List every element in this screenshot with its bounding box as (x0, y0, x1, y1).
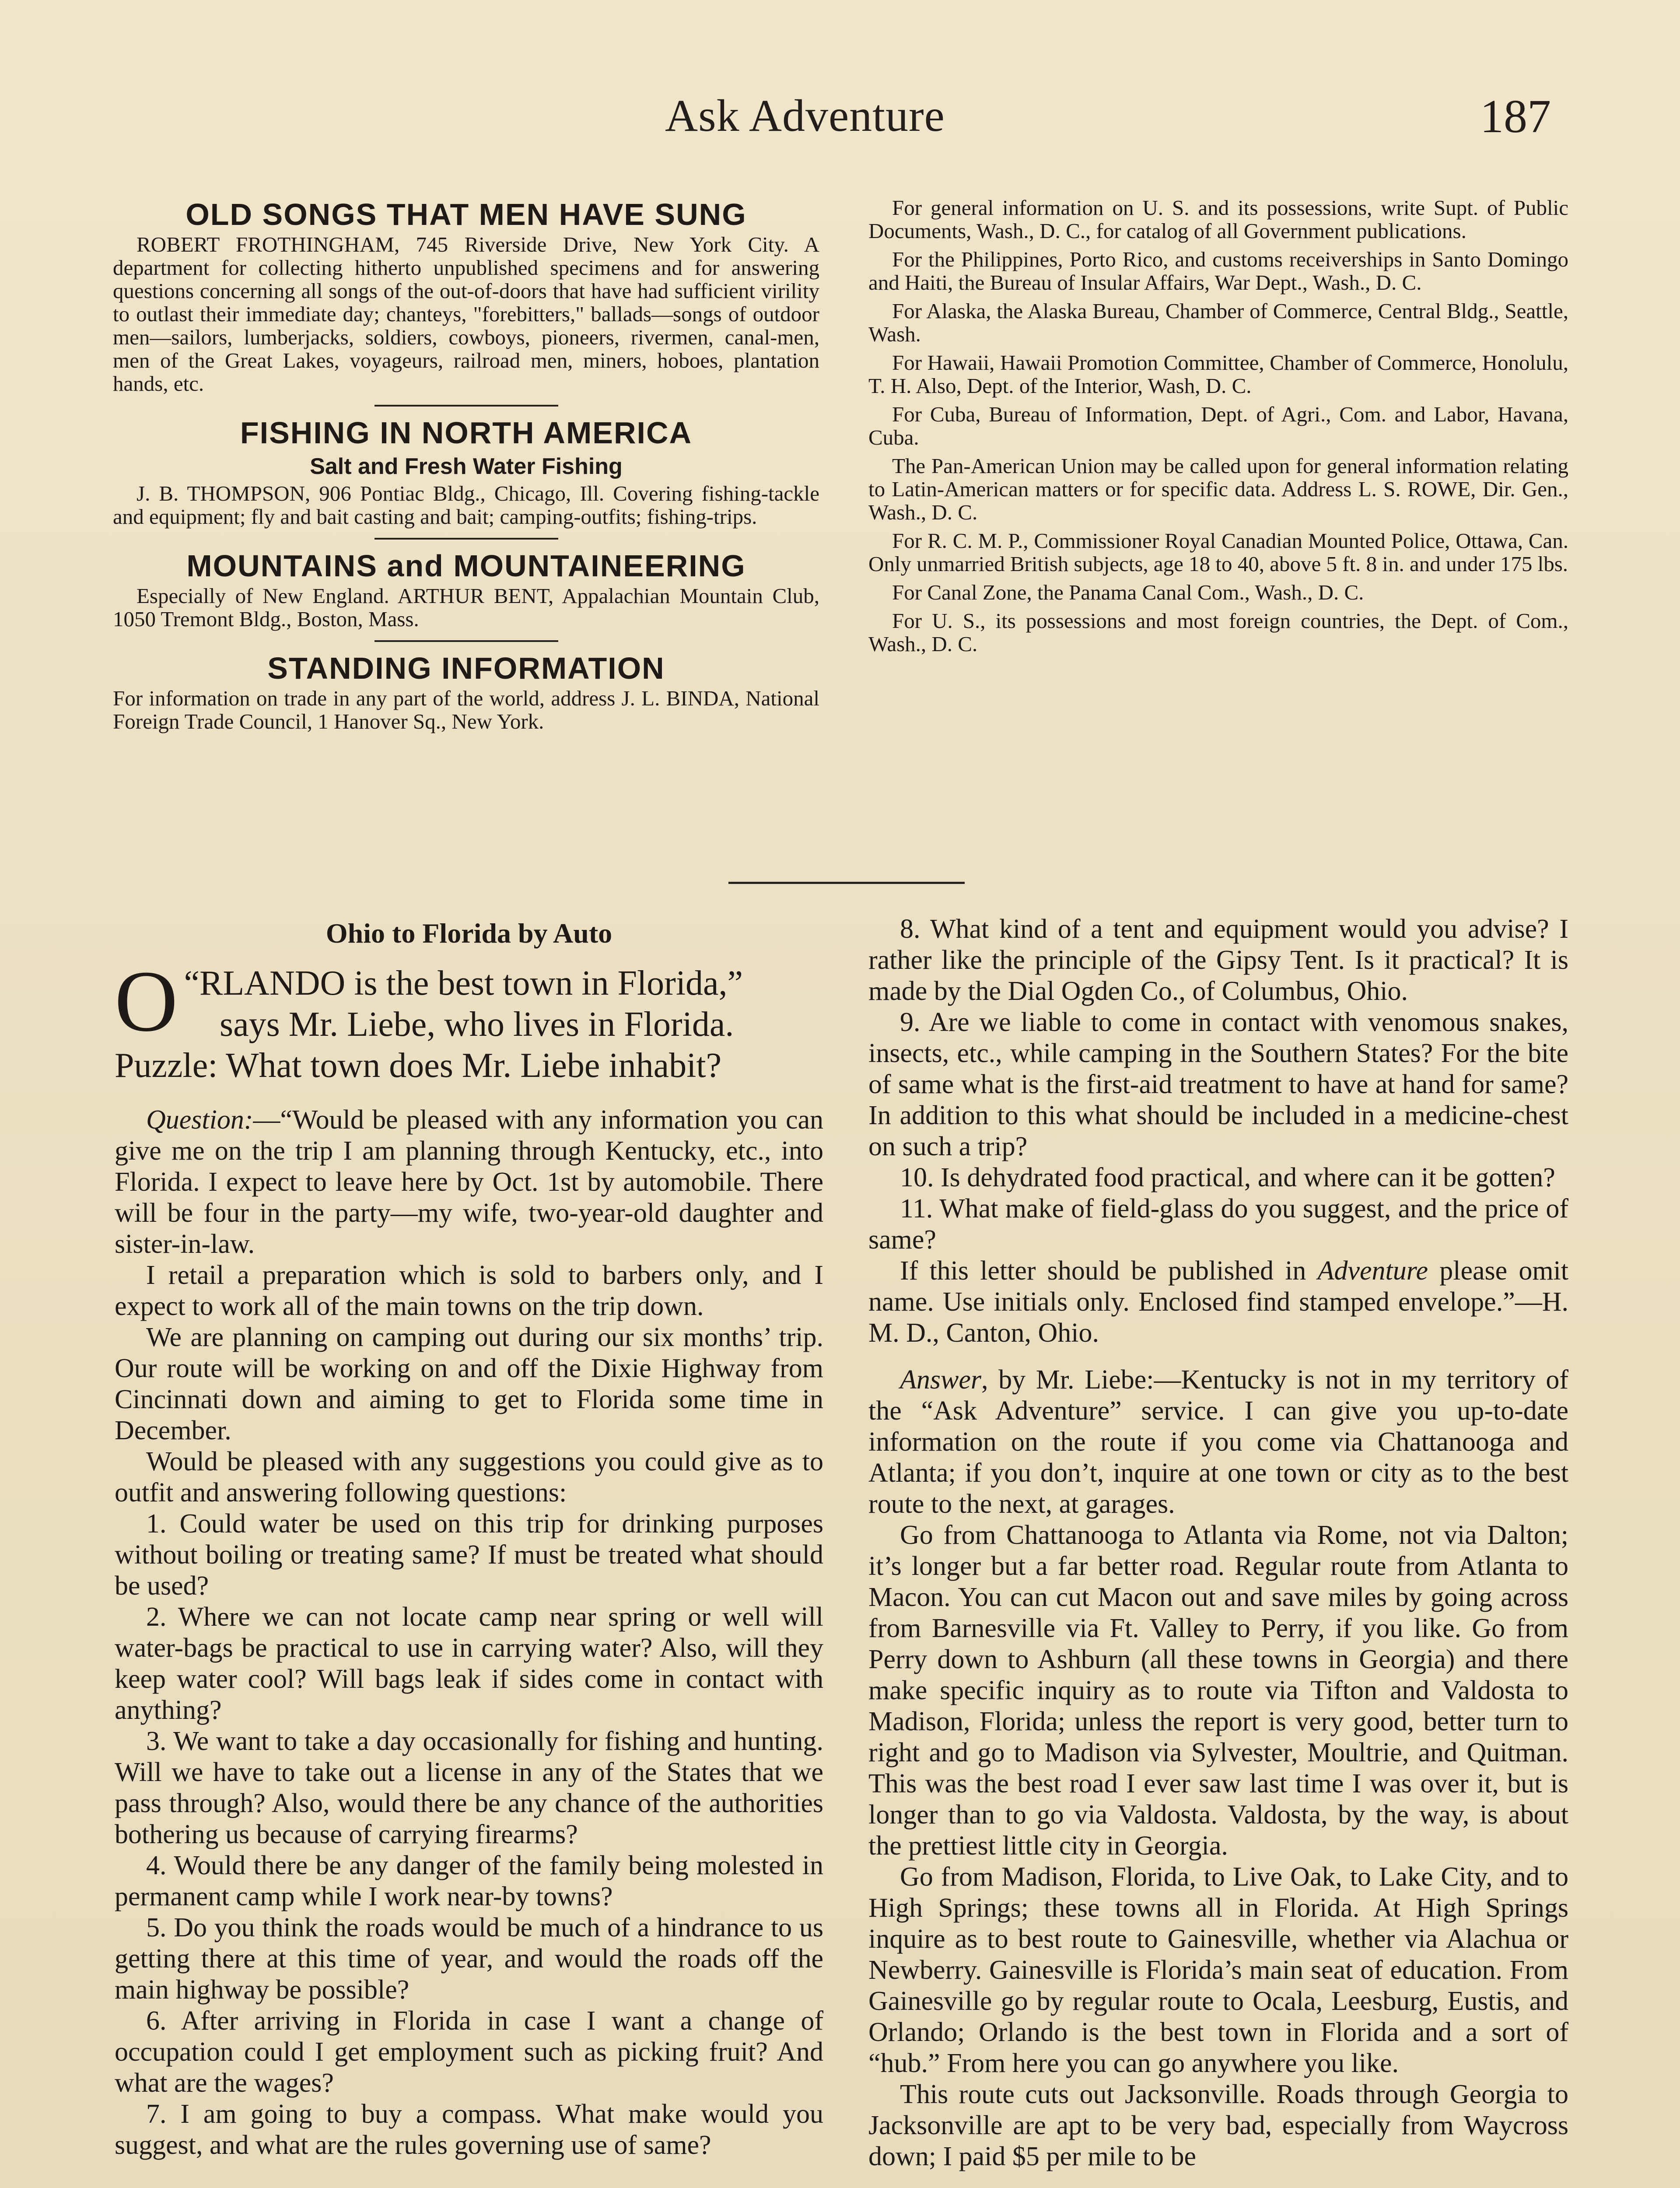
question-item: 7. I am going to buy a compass. What make would you suggest, and what are the rules governing use of same? (115, 2099, 823, 2160)
lead-text-1: RLANDO is the best town in Florida,” (199, 964, 743, 1003)
answer-paragraph: Go from Chattanooga to Atlanta via Rome, not via Dalton; it’s longer but a far better road. Regular route from Atlanta to Macon. You can cut Macon out and save miles by going across from Barnesville via Ft. Valley to Perry, if you like. Go from Perry down to Ashburn (all these towns in Georgia) and there make specific inquiry as to route via Tifton and Valdosta to Madison, Florida; unless the report is very good, better turn to right and go to Madison via Sylvester, Moultrie, and Quitman. This was the best road I ever saw last time I was over it, but is longer than to go via Valdosta. Valdosta, by the way, is about the prettiest little city in Georgia. (868, 1520, 1568, 1861)
article-left-column (115, 914, 823, 2161)
question-item: 8. What kind of a tent and equipment would you advise? I rather like the principle of the Gipsy Tent. Is it practical? It is made by the Dial Ogden Co., of Columbus, Ohio. (868, 914, 1568, 1006)
department-title-mountains: MOUNTAINS and MOUNTAINEERING (186, 549, 746, 583)
standing-item: For the Philippines, Porto Rico, and customs receiverships in Santo Domingo and Haiti, the Bureau of Insular Affairs, War Dept., Wash., D. C. (868, 247, 1568, 295)
question-item: 5. Do you think the roads would be much of a hindrance to us getting there at this time of year, and would the roads off the main highway be possible? (115, 1913, 823, 2005)
closing-signature: please omit name. Use initials only. Enclosed find stamped envelope.”—H. M. D., Canton, Ohio. (868, 1256, 1568, 1348)
answer-paragraph: Go from Madison, Florida, to Live Oak, to Lake City, and to High Springs; these towns all in Florida. At High Springs inquire as to best route to Gainesville, whether via Alachua or Newberry. Gainesville is Florida’s main seat of education. From Gainesville go by regular route to Ocala, Leesburg, Eustis, and Orlando; Orlando is the best town in Florida and a sort of “hub.” From here you can go anywhere you like. (868, 1862, 1568, 2078)
answer-paragraph: This route cuts out Jacksonville. Roads through Georgia to Jacksonville are apt to be very bad, especially from Waycross down; I paid $5 per mile to be (868, 2079, 1568, 2171)
lead-line-2: says Mr. Liebe, who lives in Florida. (220, 1005, 734, 1044)
page-number: 187 (1480, 91, 1551, 143)
closing-text: If this letter should be published in (900, 1256, 1318, 1286)
standing-item: For general information on U. S. and its possessions, write Supt. of Public Documents, Wash., D. C., for catalog of all Government publications. (868, 196, 1568, 243)
department-body-old-songs: ROBERT FROTHINGHAM, 745 Riverside Drive, New York City. A department for collecting hitherto unpublished specimens and for answering questions concerning all songs of the out-of-doors that have had sufficient virility to outlast their immediate day; chanteys, "forebitters," ballads—songs of outdoor men—sailors, lumberjacks, soldiers, cowboys, pioneers, rivermen, canal-men, men of the Great Lakes, voyageurs, railroad men, miners, hoboes, plantation hands, etc. (113, 232, 819, 396)
department-title-standing-information: STANDING INFORMATION (267, 651, 665, 685)
answer-intro (868, 1364, 1568, 1520)
question-item: 1. Could water be used on this trip for drinking purposes without boiling or treating same? If must be treated what should be used? (115, 1509, 823, 1601)
letter-closing (868, 1255, 1568, 1349)
department-body-mountains: Especially of New England. ARTHUR BENT, Appalachian Mountain Club, 1050 Tremont Bldg., Boston, Mass. (113, 584, 819, 631)
article-title: Ohio to Florida by Auto (326, 918, 612, 949)
answer-label: Answer (900, 1365, 981, 1395)
standing-item: For Canal Zone, the Panama Canal Com., Wash., D. C. (892, 580, 1364, 604)
article-lead (115, 953, 823, 1086)
question-intro (115, 1105, 823, 1260)
open-quote: “ (184, 964, 200, 1003)
standing-item: For Alaska, the Alaska Bureau, Chamber of Commerce, Central Bldg., Seattle, Wash. (868, 299, 1568, 346)
standing-item: For Cuba, Bureau of Information, Dept. of Agri., Com. and Labor, Havana, Cuba. (868, 402, 1568, 449)
magazine-name: Adventure (1317, 1256, 1428, 1286)
question-item: 2. Where we can not locate camp near spring or well will water-bags be practical to use in carrying water? Also, will they keep water cool? Will bags leak if sides come in contact with anything? (115, 1602, 823, 1725)
standing-information-list (868, 196, 1568, 661)
standing-item: For R. C. M. P., Commissioner Royal Canadian Mounted Police, Ottawa, Can. Only unmarried British subjects, age 18 to 40, above 5 ft. 8 in. and under 175 lbs. (868, 529, 1568, 576)
standing-item: The Pan-American Union may be called upon for general information relating to Latin-American matters or for specific data. Address L. S. ROWE, Dir. Gen., Wash., D. C. (868, 454, 1568, 524)
drop-cap: O (115, 953, 178, 1050)
lead-line-3: Puzzle: What town does Mr. Liebe inhabit? (115, 1046, 722, 1085)
article-divider (728, 882, 965, 884)
department-body-fishing: J. B. THOMPSON, 906 Pontiac Bldg., Chicago, Ill. Covering fishing-tackle and equipment; fly and bait casting and bait; camping-outfits; fishing-trips. (113, 481, 819, 529)
question-label: Question: (146, 1105, 253, 1135)
paragraph: I retail a preparation which is sold to barbers only, and I expect to work all of the main towns on the trip down. (115, 1260, 823, 1321)
department-subtitle-fishing: Salt and Fresh Water Fishing (310, 454, 623, 479)
answer-intro-text: , by Mr. Liebe:—Kentucky is not in my territory of the “Ask Adventure” service. I can give you up-to-date information on the route if you come via Chattanooga and Atlanta; if you don’t, inquire at one town or city as to the best route to the next, at garages. (868, 1365, 1568, 1519)
departments-left-column (113, 196, 819, 733)
paragraph: We are planning on camping out during our six months’ trip. Our route will be working on and off the Dixie Highway from Cincinnati down and aiming to get to Florida some time in December. (115, 1322, 823, 1445)
running-head: Ask Adventure (665, 91, 945, 141)
paragraph: Would be pleased with any suggestions you could give as to outfit and answering following questions: (115, 1447, 823, 1508)
department-body-standing-information: For information on trade in any part of the world, address J. L. BINDA, National Foreign Trade Council, 1 Hanover Sq., New York. (113, 686, 819, 733)
department-title-fishing: FISHING IN NORTH AMERICA (240, 416, 693, 450)
section-divider (374, 538, 558, 540)
section-divider (374, 405, 558, 407)
question-item: 10. Is dehydrated food practical, and where can it be gotten? (900, 1163, 1555, 1192)
section-divider (374, 640, 558, 642)
question-item: 4. Would there be any danger of the family being molested in permanent camp while I work near-by towns? (115, 1851, 823, 1911)
question-item: 6. After arriving in Florida in case I want a change of occupation could I get employment such as picking fruit? And what are the wages? (115, 2006, 823, 2098)
question-item: 3. We want to take a day occasionally for fishing and hunting. Will we have to take out a license in any of the States that we pass through? Also, would there be any chance of the authorities bothering us because of carrying firearms? (115, 1726, 823, 1849)
standing-item: For U. S., its possessions and most foreign countries, the Dept. of Com., Wash., D. C. (868, 609, 1568, 656)
question-item: 9. Are we liable to come in contact with venomous snakes, insects, etc., while camping in the Southern States? For the bite of same what is the first-aid treatment to have at hand for same? In addition to this what should be included in a medicine-chest on such a trip? (868, 1007, 1568, 1161)
article-right-column (868, 914, 1568, 2172)
question-intro-text: —“Would be pleased with any information you can give me on the trip I am planning through Kentucky, etc., into Florida. I expect to leave here by Oct. 1st by automobile. There will be four in the party—my wife, two-year-old daughter and sister-in-law. (115, 1105, 823, 1259)
question-item: 11. What make of field-glass do you suggest, and the price of same? (868, 1194, 1568, 1255)
department-title-old-songs: OLD SONGS THAT MEN HAVE SUNG (186, 197, 747, 231)
standing-item: For Hawaii, Hawaii Promotion Committee, Chamber of Commerce, Honolulu, T. H. Also, Dept. of the Interior, Wash, D. C. (868, 351, 1568, 398)
